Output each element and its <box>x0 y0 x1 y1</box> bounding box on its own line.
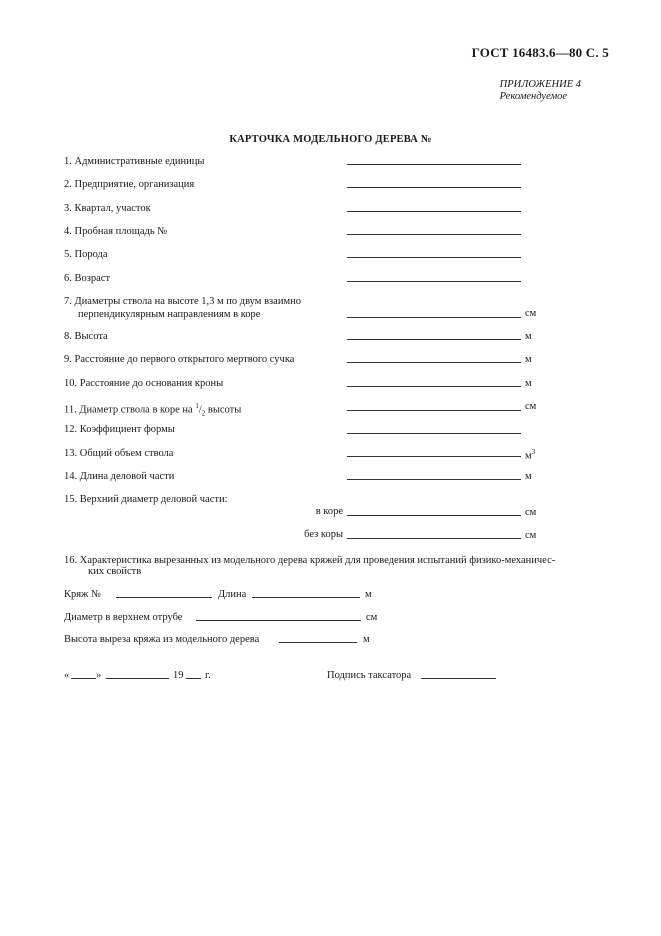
item-14-label: 14. Длина деловой части <box>64 471 175 482</box>
item-12-field[interactable] <box>347 433 521 434</box>
date-year-suffix: г. <box>205 670 211 681</box>
date-day-field[interactable] <box>71 678 96 679</box>
item-3-label: 3. Квартал, участок <box>64 203 151 214</box>
item-8-unit: м <box>525 331 532 342</box>
item-15-bark-field[interactable] <box>347 515 521 516</box>
appendix-title: ПРИЛОЖЕНИЕ 4 <box>499 79 581 90</box>
item-15-label: 15. Верхний диаметр деловой части: <box>64 494 228 505</box>
item-11-label-post: высоты <box>205 404 242 416</box>
item-11-frac-den: 2 <box>201 409 206 418</box>
item-7-label-line2: перпендикулярным направлениям в коре <box>78 309 261 320</box>
item-10-field[interactable] <box>347 386 521 387</box>
top-diameter-field[interactable] <box>196 620 361 621</box>
item-9-label: 9. Расстояние до первого открытого мертвого сучка <box>64 354 295 365</box>
card-title: КАРТОЧКА МОДЕЛЬНОГО ДЕРЕВА № <box>229 134 432 145</box>
cut-height-label: Высота выреза кряжа из модельного дерева <box>64 634 260 645</box>
item-4-label: 4. Пробная площадь № <box>64 226 168 237</box>
item-15-bark-label: в коре <box>315 506 343 517</box>
item-5-field[interactable] <box>347 257 521 258</box>
item-4-field[interactable] <box>347 234 521 235</box>
date-close-quote: » <box>96 670 102 681</box>
item-7-label-line1: 7. Диаметры ствола на высоте 1,3 м по двум взаимно <box>64 296 301 307</box>
item-14-unit: м <box>525 471 532 482</box>
item-8-field[interactable] <box>347 339 521 340</box>
item-10-label: 10. Расстояние до основания кроны <box>64 378 224 389</box>
item-2-label: 2. Предприятие, организация <box>64 179 195 190</box>
log-number-label: Кряж № <box>64 589 101 600</box>
item-15-nobark-unit: см <box>525 530 537 541</box>
cut-height-unit: м <box>363 634 370 645</box>
item-1-label: 1. Административные единицы <box>64 156 205 167</box>
date-year-prefix: 19 <box>173 670 184 681</box>
top-diameter-unit: см <box>366 612 378 623</box>
item-10-unit: м <box>525 378 532 389</box>
item-8-label: 8. Высота <box>64 331 108 342</box>
appendix-status: Рекомендуемое <box>499 91 568 102</box>
signature-label: Подпись таксатора <box>327 670 412 681</box>
item-7-unit: см <box>525 308 537 319</box>
item-11-label: 11. Диаметр ствола в коре на $^1/_2$ высоты <box>64 402 242 418</box>
item-16-line1: 16. Характеристика вырезанных из модельного дерева кряжей для проведения испытаний физико-механичес- <box>64 555 556 566</box>
item-1-field[interactable] <box>347 164 521 165</box>
date-year-field[interactable] <box>186 678 201 679</box>
cut-height-field[interactable] <box>279 642 357 643</box>
date-open-quote: « <box>64 670 70 681</box>
item-7-field[interactable] <box>347 317 521 318</box>
item-5-label: 5. Порода <box>64 249 108 260</box>
item-11-unit: см <box>525 401 537 412</box>
item-16-line2: ких свойств <box>88 566 142 577</box>
item-11-label-pre: 11. Диаметр ствола в коре на <box>64 404 196 416</box>
signature-field[interactable] <box>421 678 496 679</box>
item-15-bark-unit: см <box>525 507 537 518</box>
item-15-nobark-label: без коры <box>304 529 343 540</box>
item-6-label: 6. Возраст <box>64 273 111 284</box>
item-2-field[interactable] <box>347 187 521 188</box>
log-number-field[interactable] <box>116 597 212 598</box>
item-9-field[interactable] <box>347 362 521 363</box>
item-13-label: 13. Общий объем ствола <box>64 448 174 459</box>
log-length-label: Длина <box>218 589 247 600</box>
item-15-nobark-field[interactable] <box>347 538 521 539</box>
item-6-field[interactable] <box>347 281 521 282</box>
item-3-field[interactable] <box>347 211 521 212</box>
item-12-label: 12. Коэффициент формы <box>64 424 175 435</box>
standard-header: ГОСТ 16483.6—80 С. 5 <box>471 45 609 60</box>
appendix-block <box>500 79 581 103</box>
item-11-field[interactable] <box>347 410 521 411</box>
log-length-unit: м <box>365 589 372 600</box>
top-diameter-label: Диаметр в верхнем отрубе <box>64 612 183 623</box>
item-9-unit: м <box>525 354 532 365</box>
item-13-field[interactable] <box>347 456 521 457</box>
item-11-frac-num: 1 <box>195 402 199 410</box>
date-month-field[interactable] <box>106 678 169 679</box>
item-13-unit: $м^3$ <box>525 448 536 462</box>
item-14-field[interactable] <box>347 479 521 480</box>
log-length-field[interactable] <box>252 597 360 598</box>
